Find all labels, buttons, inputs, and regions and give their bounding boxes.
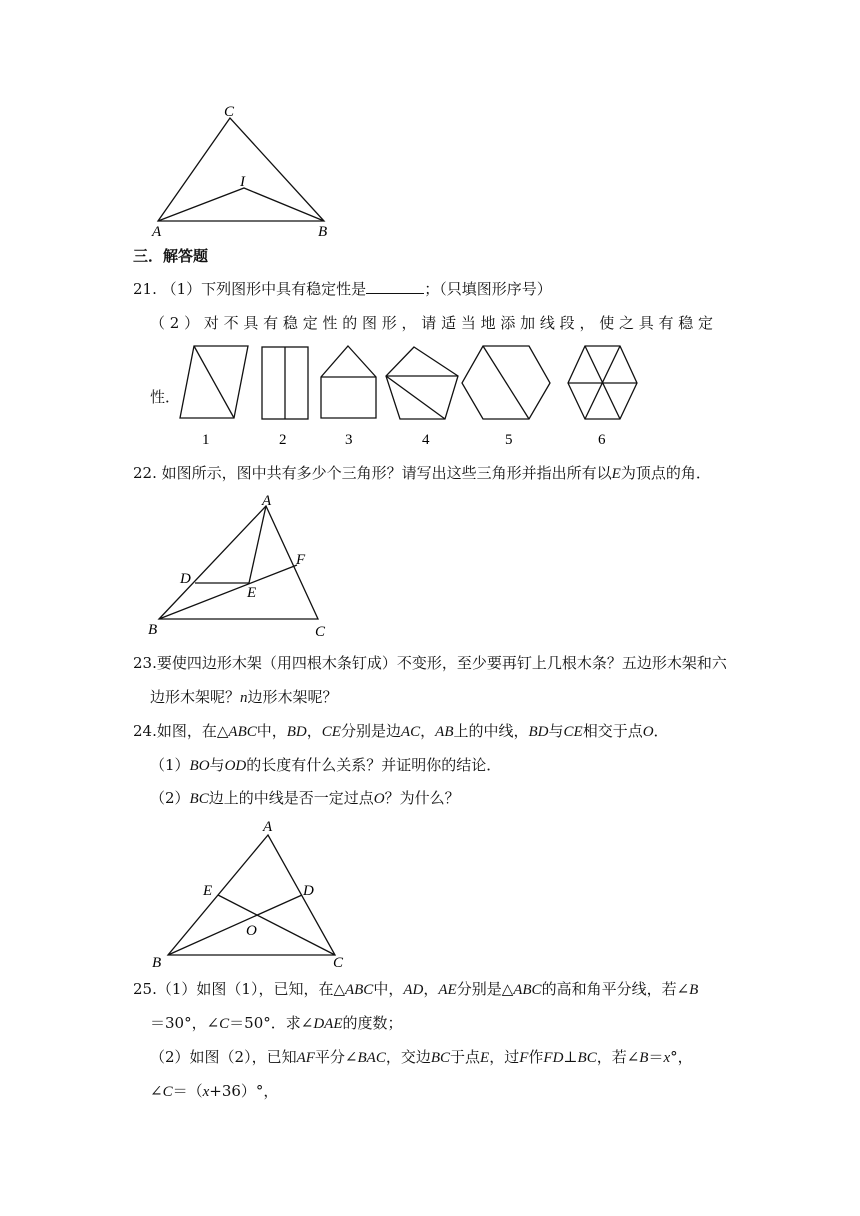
- math-variable: AE: [438, 982, 457, 998]
- text-run: ，: [420, 722, 436, 740]
- q21-part1-prefix: （1）下列图形中具有稳定性是: [161, 280, 367, 298]
- q24-diagram: [148, 815, 353, 970]
- math-variable: BD: [528, 724, 549, 740]
- q22-text-var: E: [611, 466, 621, 482]
- figure-q22: [145, 492, 335, 642]
- math-variable: C: [219, 1016, 230, 1032]
- triangle-abi-diagram: [150, 100, 330, 240]
- q24-line1: [133, 721, 669, 742]
- label-a: A: [152, 224, 162, 240]
- q24-label-d: D: [303, 883, 314, 899]
- q25-line1-text: [157, 980, 698, 998]
- text-run: 的长度有什么关系？并证明你的结论．: [246, 756, 502, 774]
- q22-label-e: E: [247, 585, 257, 601]
- text-run: ＝50°．求∠: [229, 1014, 314, 1032]
- q23-line1-text: 要使四边形木架（用四根木条钉成）不变形，至少要再钉上几根木条？五边形木架和六: [156, 654, 727, 672]
- text-run: ，: [306, 722, 322, 740]
- shape-label-1: 1: [202, 432, 210, 448]
- math-variable: ABC: [513, 982, 542, 998]
- q24-part1: [150, 755, 501, 776]
- q22-text: [133, 463, 711, 484]
- text-run: ＝30°，∠: [150, 1014, 220, 1032]
- q21-part1-suffix: ；（只填图形序号）: [424, 280, 552, 298]
- shape-label-2: 2: [279, 432, 287, 448]
- text-run: +36）°，: [209, 1082, 279, 1100]
- text-run: 的度数；: [342, 1014, 403, 1032]
- math-variable: FD: [543, 1050, 564, 1066]
- q24-part2: [150, 788, 460, 809]
- math-variable: B: [689, 982, 699, 998]
- math-variable: BC: [577, 1050, 597, 1066]
- shape-label-3: 3: [345, 432, 353, 448]
- q22-label-d: D: [180, 571, 191, 587]
- q21-number: 21.: [133, 280, 157, 298]
- math-variable: E: [480, 1050, 490, 1066]
- text-run: 平分∠: [314, 1048, 358, 1066]
- q22-number: 22.: [133, 464, 157, 482]
- text-run: ＝（: [172, 1082, 203, 1100]
- shape-4-pentagon: [386, 347, 458, 419]
- q25-line1: [133, 979, 698, 1000]
- text-run: 如图，在△: [156, 722, 229, 740]
- shape-label-4: 4: [422, 432, 430, 448]
- text-run: ∠: [150, 1082, 163, 1100]
- text-run: 的高和角平分线，若∠: [541, 980, 690, 998]
- math-variable: O: [373, 791, 385, 807]
- label-b: B: [318, 224, 328, 240]
- text-run: ，若∠: [596, 1048, 640, 1066]
- text-run: ⊥: [563, 1048, 578, 1066]
- q24-label-a: A: [263, 819, 273, 835]
- q22-segment-ae: [249, 506, 266, 583]
- text-run: 相交于点: [582, 722, 643, 740]
- q22-triangle-abc: [159, 506, 318, 619]
- math-variable: AB: [435, 724, 454, 740]
- shape-6-hexagon-divided: [568, 346, 637, 419]
- text-run: 上的中线，: [453, 722, 529, 740]
- math-variable: B: [639, 1050, 649, 1066]
- math-variable: BC: [430, 1050, 451, 1066]
- q24-label-e: E: [203, 883, 213, 899]
- text-run: （2）如图（2），已知: [150, 1048, 297, 1066]
- q21-part2-line2: 性．: [150, 388, 181, 406]
- figure-triangle-abc-i: [150, 100, 330, 240]
- q22-diagram: [145, 492, 335, 642]
- q22-label-b: B: [148, 622, 158, 638]
- text-run: ，: [423, 980, 439, 998]
- q24-line1-text: [157, 722, 669, 740]
- q22-text-before: 如图所示，图中共有多少个三角形？请写出这些三角形并指出所有以: [161, 464, 612, 482]
- math-variable: BD: [286, 724, 307, 740]
- text-run: ＝: [648, 1048, 664, 1066]
- text-run: 作: [528, 1048, 544, 1066]
- text-run: 中，: [256, 722, 287, 740]
- q23-line2-prefix: 边形木架呢？: [150, 688, 241, 706]
- text-run: ．: [653, 722, 669, 740]
- math-variable: AD: [403, 982, 424, 998]
- math-variable: ABC: [344, 982, 374, 998]
- math-variable: AF: [296, 1050, 315, 1066]
- figure-six-shapes: [178, 340, 643, 450]
- text-run: 中，: [373, 980, 404, 998]
- math-variable: O: [642, 724, 654, 740]
- q24-number: 24.: [133, 722, 157, 740]
- text-run: ，交边: [385, 1048, 431, 1066]
- q25-line4: [150, 1081, 278, 1102]
- math-variable: BAC: [357, 1050, 386, 1066]
- section-title: 三．解答题: [133, 247, 209, 265]
- math-variable: F: [519, 1050, 529, 1066]
- math-variable: C: [162, 1084, 173, 1100]
- q22-label-f: F: [296, 552, 306, 568]
- q21-answer-blank: [366, 279, 424, 294]
- q23-line2-suffix: 边形木架呢？: [247, 688, 338, 706]
- shape-5-hexagon: [462, 346, 550, 419]
- q21-part2-line1: （ 2 ） 对 不 具 有 稳 定 性 的 图 形 ， 请 适 当 地 添 加 线 段 ， 使 之 具 有 稳 定: [150, 314, 714, 332]
- six-shapes-diagram: [178, 340, 643, 450]
- q24-label-c: C: [333, 955, 344, 970]
- text-run: ，过: [489, 1048, 520, 1066]
- triangle-abc: [158, 118, 324, 221]
- math-variable: BC: [189, 791, 209, 807]
- q23-number: 23.: [133, 654, 157, 672]
- shape-2-rectangle: [262, 347, 308, 419]
- shape-label-6: 6: [598, 432, 606, 448]
- math-variable: DAE: [313, 1016, 343, 1032]
- label-c: C: [224, 104, 235, 120]
- math-variable: BO: [189, 758, 210, 774]
- q25-number: 25.: [133, 980, 157, 998]
- text-run: （2）: [150, 789, 190, 807]
- q21-part1: [133, 279, 552, 299]
- math-variable: CE: [563, 724, 583, 740]
- q25-line3: [150, 1047, 693, 1068]
- q24-label-b: B: [152, 955, 162, 970]
- shape-1-parallelogram: [180, 346, 248, 418]
- text-run: 与: [548, 722, 564, 740]
- text-run: 分别是边: [340, 722, 401, 740]
- text-run: 边上的中线是否一定过点: [208, 789, 374, 807]
- shape-label-5: 5: [505, 432, 513, 448]
- q23-line2-var: n: [240, 690, 248, 706]
- text-run: °，: [670, 1048, 693, 1066]
- math-variable: x: [202, 1084, 210, 1100]
- text-run: 与: [209, 756, 225, 774]
- q22-text-after: 为顶点的角．: [620, 464, 711, 482]
- math-variable: CE: [321, 724, 341, 740]
- q22-label-a: A: [262, 493, 272, 509]
- text-run: 分别是△: [456, 980, 514, 998]
- math-variable: AC: [400, 724, 421, 740]
- text-run: （1）如图（1），已知，在△: [156, 980, 345, 998]
- q22-label-c: C: [315, 624, 326, 640]
- q24-label-o: O: [246, 923, 257, 939]
- shape-3-house: [321, 346, 376, 418]
- math-variable: ABC: [228, 724, 257, 740]
- text-run: 于点: [450, 1048, 481, 1066]
- math-variable: x: [663, 1050, 671, 1066]
- text-run: （1）: [150, 756, 190, 774]
- text-run: ？为什么？: [384, 789, 460, 807]
- figure-q24: [148, 815, 353, 970]
- q23-line2: [150, 687, 338, 708]
- q25-line2: [150, 1013, 403, 1034]
- math-variable: OD: [224, 758, 247, 774]
- label-i: I: [240, 174, 245, 190]
- q23-line1: [133, 653, 727, 673]
